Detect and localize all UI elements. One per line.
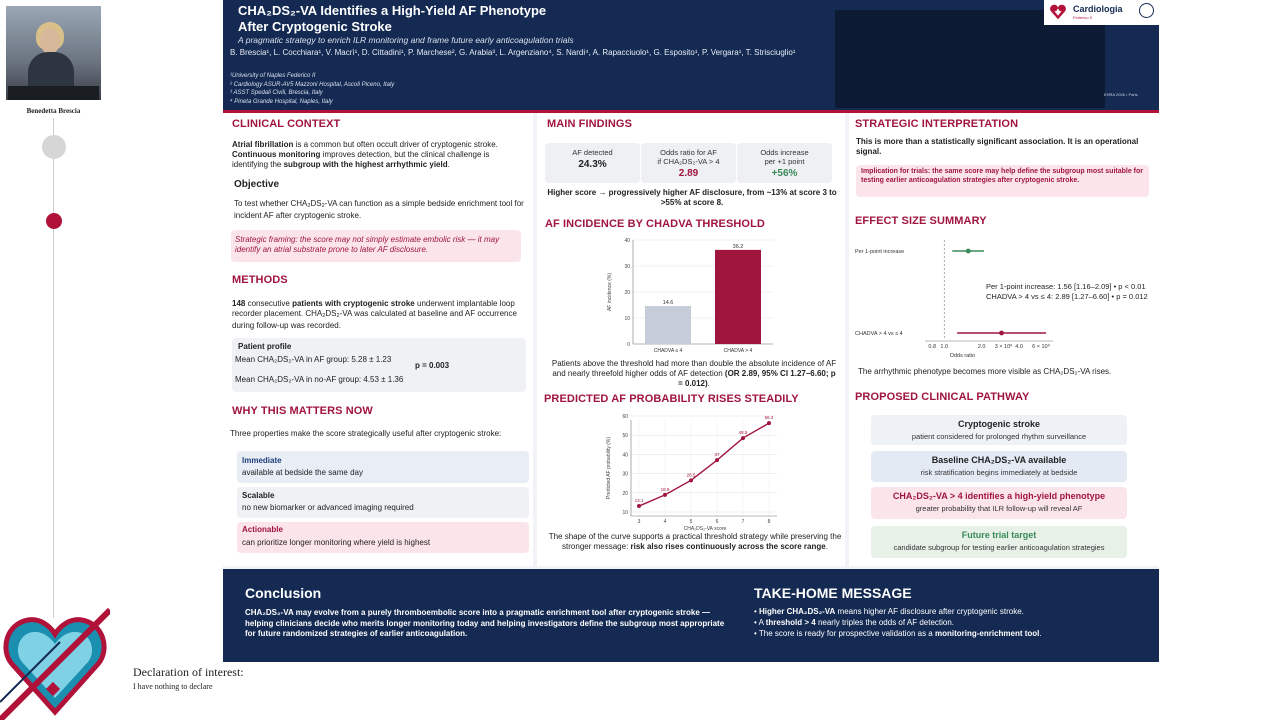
poster-authors: B. Brescia¹, L. Cocchiara¹, V. Macrì¹, D. Cittadini¹, P. Marchese², G. Arabia³, L. Argenziano⁴, S. Nardi⁴, A. Rapacciuolo¹, G. Esposito¹, P. Vergara¹, T. Strisciuglio¹ xyxy=(230,48,796,57)
takehome-bullet: • Higher CHA₂DS₂-VA means higher AF disclosure after cryptogenic stroke. xyxy=(754,607,1024,616)
data-point xyxy=(767,421,771,425)
stat-value: 2.89 xyxy=(678,168,699,179)
forest-row-label: CHADVA > 4 vs ≤ 4 xyxy=(855,331,903,337)
poster-title xyxy=(238,3,638,35)
point-estimate xyxy=(999,331,1004,336)
data-point xyxy=(689,478,693,482)
pathway-step-sub: risk stratification begins immediately at bedside xyxy=(920,468,1078,477)
pathway-step-baseline-score xyxy=(871,451,1127,482)
x-axis-label: Odds ratio xyxy=(949,353,976,359)
predicted-prob-line-chart xyxy=(603,412,783,534)
y-axis-label: AF incidence (%) xyxy=(607,272,613,312)
affiliation: ² Cardiology ASUR-AV5 Mazzoni Hospital, Ascoli Piceno, Italy xyxy=(230,81,395,88)
pathway-step-head: Baseline CHA₂DS₂-VA available xyxy=(931,455,1067,465)
why-item-label: Actionable xyxy=(242,525,283,534)
data-point-label: 18.9 xyxy=(660,486,670,492)
poster-header xyxy=(223,0,1159,110)
y-tick-label: 30 xyxy=(622,471,628,478)
pathway-step-high-yield xyxy=(871,487,1127,519)
declaration-text: I have nothing to declare xyxy=(133,682,213,691)
why-matters-intro: Three properties make the score strategically useful after cryptogenic stroke: xyxy=(230,429,502,438)
effect-size-title: EFFECT SIZE SUMMARY xyxy=(855,215,987,227)
effect-annotation-per-point: Per 1-point increase: 1.56 [1.16–2.09] • p < 0.01 xyxy=(986,282,1146,291)
x-tick-label: 3 xyxy=(637,519,641,525)
heart-logo-icon xyxy=(0,602,110,720)
presenter-name: Benedetta Brescia xyxy=(26,107,81,115)
why-item-text: available at bedside the same day xyxy=(242,468,363,477)
stat-odds-increase xyxy=(737,143,832,183)
data-point xyxy=(637,504,641,508)
data-point xyxy=(741,436,745,440)
x-axis-label: CHA₂DS₂-VA score xyxy=(683,526,727,532)
strategic-framing-text: Strategic framing: the score may not simply estimate embolic risk — it may identify an atrial substrate prone to later AF disclosure. xyxy=(235,235,500,254)
methods-text: 148 consecutive patients with cryptogenic stroke underwent implantable loop recorder placement. $CHA_2DS_2-VA$ was calculated at baseline and AF occurrence during follow-up was recorded. xyxy=(232,299,517,330)
data-point-label: 56.3 xyxy=(764,415,774,421)
patient-profile-pvalue: p = 0.003 xyxy=(415,361,450,370)
declaration-of-interest xyxy=(133,665,244,691)
logo-text: Cardiologia xyxy=(1073,4,1123,14)
objective-text: To test whether $CHA_2DS_2-VA$ can function as a simple bedside enrichment tool for incident AF after cryptogenic stroke. xyxy=(234,199,524,220)
declaration-title: Declaration of interest: xyxy=(133,665,244,679)
x-tick-label: 4.0 xyxy=(1015,344,1023,350)
timeline-track xyxy=(53,118,54,618)
x-tick-label: CHADVA > 4 xyxy=(723,348,753,354)
data-point-label: 26.5 xyxy=(686,472,696,478)
af-incidence-caption: Patients above the threshold had more than double the absolute incidence of AF and nearly threefold higher odds of AF detection (OR 2.89, 95% CI 1.27–6.60; p = 0.012). xyxy=(551,359,837,388)
stat-odds-ratio xyxy=(641,143,736,183)
x-tick-label: CHADVA ≤ 4 xyxy=(653,348,683,354)
why-item-label: Scalable xyxy=(242,491,275,500)
data-point xyxy=(663,493,667,497)
patient-profile-title: Patient profile xyxy=(238,342,292,351)
x-tick-label: 6 xyxy=(715,519,719,525)
university-seal-icon xyxy=(1139,3,1154,18)
strategic-interpretation-title: STRATEGIC INTERPRETATION xyxy=(855,118,1019,130)
affiliation: ³ ASST Spedali Civili, Brescia, Italy xyxy=(230,90,323,96)
series-line xyxy=(639,423,769,506)
presenter-video xyxy=(6,6,101,100)
patient-profile-row-noaf: Mean CHA₂DS₂-VA in no-AF group: 4.53 ± 1.36 xyxy=(235,375,404,384)
conclusion-title: Conclusion xyxy=(245,585,322,601)
x-tick-label: 0.8 xyxy=(928,344,937,350)
poster-title-line1: CHA₂DS₂-VA Identifies a High-Yield AF Phenotype xyxy=(238,3,547,18)
predicted-prob-caption: The shape of the curve supports a practical threshold strategy while preserving the stronger message: risk also rises continuously across the score range. xyxy=(548,532,842,551)
y-axis-label: Predicted AF probability (%) xyxy=(606,437,612,499)
y-tick-label: 20 xyxy=(624,290,630,296)
y-tick-label: 50 xyxy=(622,433,628,440)
x-tick-label: 5 xyxy=(689,519,693,525)
logo-heart-icon xyxy=(1049,3,1067,21)
poster-title-line2: After Cryptogenic Stroke xyxy=(238,19,392,34)
effect-size-caption: The arrhythmic phenotype becomes more visible as CHA₂DS₂-VA rises. xyxy=(858,367,1112,376)
y-tick-label: 0 xyxy=(627,342,630,348)
trial-implication-text: Implication for trials: the same score may help define the subgroup most suitable for testing earlier anticoagulation strategies after cryptogenic stroke. xyxy=(861,168,1143,184)
y-tick-label: 40 xyxy=(622,452,628,459)
why-item-text: no new biomarker or advanced imaging required xyxy=(242,503,414,512)
x-tick-label: 8 xyxy=(767,519,771,525)
trial-implication-box xyxy=(856,165,1149,197)
bar-data-label: 36.2 xyxy=(732,243,744,250)
timeline-marker-grey[interactable] xyxy=(42,135,66,159)
takehome-bullet: • A threshold > 4 nearly triples the odds of AF detection. xyxy=(754,618,955,627)
poster xyxy=(223,0,1159,662)
stat-label: AF detected xyxy=(572,148,613,157)
stat-value: 24.3% xyxy=(578,159,607,170)
stat-value: +56% xyxy=(771,168,798,179)
pathway-step-cryptogenic-stroke xyxy=(871,415,1127,445)
takehome-bullet: • The score is ready for prospective validation as a monitoring-enrichment tool. xyxy=(754,629,1042,638)
why-item-text: can prioritize longer monitoring where yield is highest xyxy=(242,538,431,547)
why-item-immediate xyxy=(237,451,529,483)
stat-label: Odds increase per +1 point xyxy=(760,148,809,166)
pathway-step-sub: candidate subgroup for testing earlier anticoagulation strategies xyxy=(893,543,1105,552)
point-estimate xyxy=(966,249,971,254)
logo-subtext: Federico II xyxy=(1073,15,1092,20)
pathway-step-sub: patient considered for prolonged rhythm surveillance xyxy=(911,432,1087,441)
why-item-label: Immediate xyxy=(242,456,282,465)
main-findings-title: MAIN FINDINGS xyxy=(547,118,633,130)
pathway-step-trial-target xyxy=(871,526,1127,558)
poster-subtitle: A pragmatic strategy to enrich ILR monitoring and frame future early anticoagulation trials xyxy=(238,35,574,45)
pathway-step-head: CHA₂DS₂-VA > 4 identifies a high-yield phenotype xyxy=(892,491,1106,501)
x-tick-label: 7 xyxy=(741,519,745,525)
timeline-marker-current[interactable] xyxy=(46,213,62,229)
pathway-step-head: Future trial target xyxy=(961,530,1037,540)
objective-title: Objective xyxy=(234,179,280,190)
stat-label: Odds ratio for AF if CHA₂DS₂-VA > 4 xyxy=(657,148,720,166)
presenter-head xyxy=(40,28,60,54)
bar-data-label: 14.6 xyxy=(662,300,674,307)
data-point-label: 48.5 xyxy=(738,430,748,436)
main-findings-summary: Higher score → progressively higher AF disclosure, from ~13% at score 3 to >55% at score 8. xyxy=(547,188,837,207)
clinical-context-title: CLINICAL CONTEXT xyxy=(232,118,341,130)
y-tick-label: 60 xyxy=(622,414,628,420)
bar xyxy=(645,306,691,344)
cardiologia-logo xyxy=(1044,0,1159,25)
data-point-label: 37 xyxy=(714,452,720,458)
affiliation: ¹University of Naples Federico II xyxy=(230,73,316,79)
methods-title: METHODS xyxy=(232,274,288,286)
bar xyxy=(715,250,761,344)
clinical-context-text: Atrial fibrillation is a common but often occult driver of cryptogenic stroke. Continuous monitoring improves detection, but the clinical challenge is identifying the subgroup with the highest arrhythmic yield. xyxy=(232,140,498,169)
conclusion-band xyxy=(223,569,1159,662)
y-tick-label: 10 xyxy=(622,510,628,516)
effect-annotation-threshold: CHADVA > 4 vs ≤ 4: 2.89 [1.27–6.60] • p = 0.012 xyxy=(986,292,1148,301)
forest-row-label: Per 1-point increase xyxy=(855,249,905,255)
takehome-title: TAKE-HOME MESSAGE xyxy=(754,585,912,601)
x-tick-label: 1.0 xyxy=(940,344,949,350)
why-item-actionable xyxy=(237,522,529,553)
y-tick-label: 10 xyxy=(624,316,630,322)
affiliations xyxy=(230,72,394,106)
x-tick-label: 3 × 10⁰ xyxy=(994,344,1013,350)
af-incidence-title: AF INCIDENCE BY CHADVA THRESHOLD xyxy=(545,218,765,230)
header-corner-tag: EHRA 2026 • Paris xyxy=(1104,92,1138,97)
strategic-framing-box xyxy=(231,230,521,262)
data-point xyxy=(715,458,719,462)
affiliation: ⁴ Pineta Grande Hospital, Naples, Italy xyxy=(230,98,333,105)
y-tick-label: 20 xyxy=(622,490,628,497)
x-tick-label: 6 × 10⁰ xyxy=(1032,344,1050,350)
af-incidence-bar-chart xyxy=(603,232,783,358)
conclusion-text: CHA₂DS₂-VA may evolve from a purely thromboembolic score into a pragmatic enrichment tool after cryptogenic stroke — helping clinicians decide who merits longer monitoring today and helping investigators define the subgroup most appropriate for future randomized strategies of earlier anticoagulation. xyxy=(245,608,725,638)
pathway-step-head: Cryptogenic stroke xyxy=(957,419,1041,429)
podium xyxy=(8,86,99,100)
patient-profile-row-af: Mean CHA₂DS₂-VA in AF group: 5.28 ± 1.23 xyxy=(235,355,392,364)
clinical-pathway-title: PROPOSED CLINICAL PATHWAY xyxy=(855,391,1030,403)
y-tick-label: 40 xyxy=(624,238,630,244)
why-matters-title: WHY THIS MATTERS NOW xyxy=(232,405,373,417)
why-item-scalable xyxy=(237,487,529,518)
x-tick-label: 4 xyxy=(663,519,667,525)
patient-profile-box xyxy=(232,338,526,392)
data-point-label: 13.1 xyxy=(634,498,644,504)
strategic-interpretation-text: This is more than a statistically significant association. It is an operational signal. xyxy=(856,137,1139,156)
stat-af-detected xyxy=(545,143,640,183)
y-tick-label: 30 xyxy=(624,264,630,270)
pathway-step-sub: greater probability that ILR follow-up will reveal AF xyxy=(915,504,1083,513)
x-tick-label: 2.0 xyxy=(977,344,986,350)
predicted-prob-title: PREDICTED AF PROBABILITY RISES STEADILY xyxy=(544,393,799,405)
